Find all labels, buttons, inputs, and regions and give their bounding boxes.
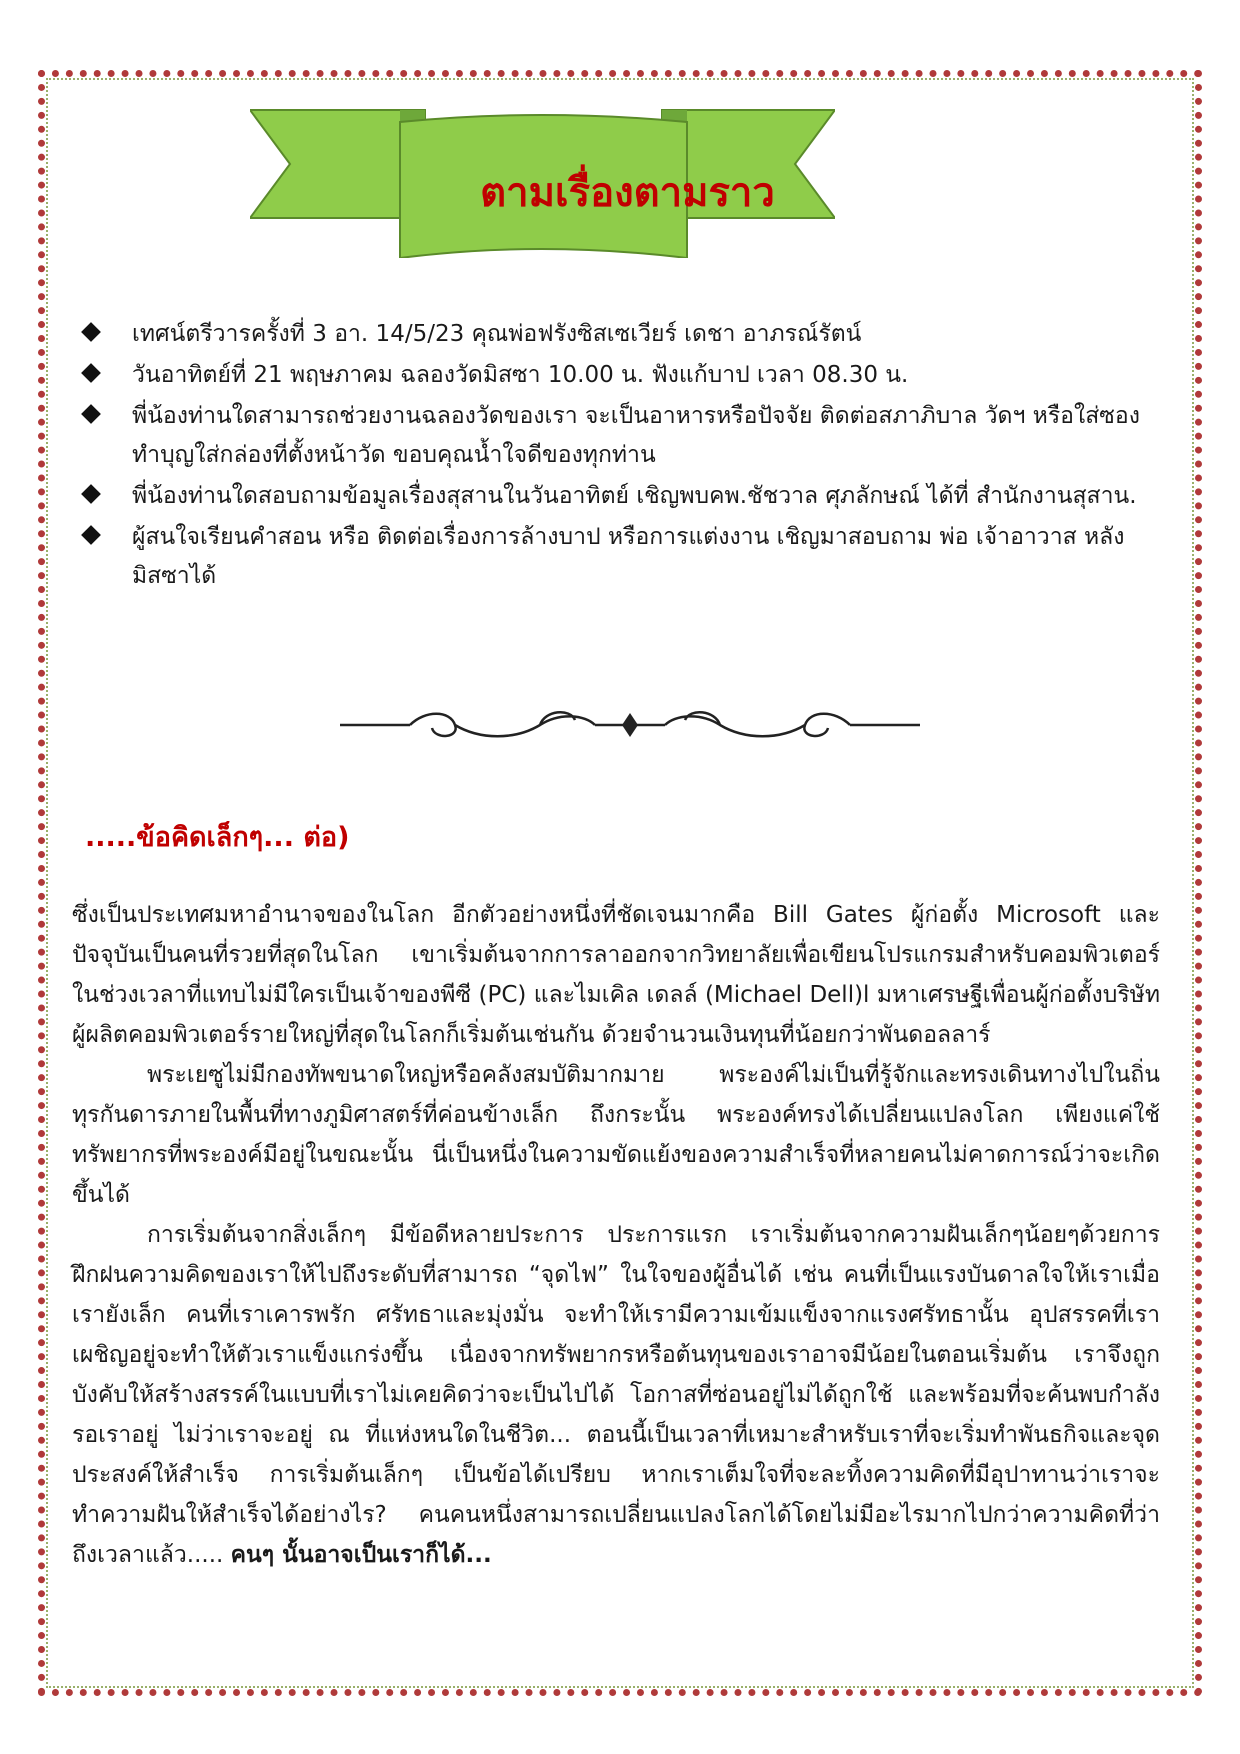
article-paragraph: ซึ่งเป็นประเทศมหาอำนาจของในโลก อีกตัวอย่างหนึ่งที่ชัดเจนมากคือ Bill Gates ผู้ก่อตั้ง Microsoft และปัจจุบันเป็นคนที่รวยที่สุดในโลก เขาเริ่มต้นจากการลาออกจากวิทยาลัยเพื่อเขียนโปรแกรมสำหรับคอมพิวเตอร์ในช่วงเวลาที่แทบไม่มีใครเป็นเจ้าของพีซี (PC) และไมเคิล เดลล์ (Michael Dell)l มหาเศรษฐีเพื่อนผู้ก่อตั้งบริษัทผู้ผลิตคอมพิวเตอร์รายใหญ่ที่สุดในโลกก็เริ่มต้นเช่นกัน ด้วยจำนวนเงินทุนที่น้อยกว่าพันดอลลาร์ (72, 902, 1160, 1048)
list-item (80, 397, 1160, 475)
paragraph-text: การเริ่มต้นจากสิ่งเล็กๆ มีข้อดีหลายประการ ประการแรก เราเริ่มต้นจากความฝันเล็กๆน้อยๆด้วยการฝึกฝนความคิดของเราให้ไปถึงระดับที่สามารถ “จุดไฟ” ในใจของผู้อื่นได้ เช่น คนที่เป็นแรงบันดาลใจให้เราเมื่อเรายังเล็ก คนที่เราเคารพรัก ศรัทธาและมุ่งมั่น จะทำให้เรามีความเข้มแข็งจากแรงศรัทธานั้น อุปสรรคที่เราเผชิญอยู่จะทำให้ตัวเราแข็งแกร่งขึ้น เนื่องจากทรัพยากรหรือต้นทุนของเราอาจมีน้อยในตอนเริ่มต้น เราจึงถูกบังคับให้สร้างสรรค์ในแบบที่เราไม่เคยคิดว่าจะเป็นไปได้ โอกาสที่ซ่อนอยู่ไม่ได้ถูกใช้ และพร้อมที่จะค้นพบกำลังรอเราอยู่ ไม่ว่าเราจะอยู่ ณ ที่แห่งหนใดในชีวิต... ตอนนี้เป็นเวลาที่เหมาะสำหรับเราที่จะเริ่มทำพันธกิจและจุดประสงค์ให้สำเร็จ การเริ่มต้นเล็กๆ เป็นข้อได้เปรียบ หากเราเต็มใจที่จะละทิ้งความคิดที่มีอุปาทานว่าเราจะทำความฝันให้สำเร็จได้อย่างไร? คนคนหนึ่งสามารถเปลี่ยนแปลงโลกได้โดยไม่มีอะไรมากไปกว่าความคิดที่ว่าถึงเวลาแล้ว..... (72, 1222, 1160, 1568)
diamond-bullet-icon (81, 525, 101, 545)
list-item-text: วันอาทิตย์ที่ 21 พฤษภาคม ฉลองวัดมิสซา 10.00 น. ฟังแก้บาป เวลา 08.30 น. (132, 362, 909, 388)
list-item (80, 477, 1160, 516)
section-heading: .....ข้อคิดเล็กๆ... ต่อ) (85, 822, 350, 853)
list-item-text: พี่น้องท่านใดสอบถามข้อมูลเรื่องสุสานในวันอาทิตย์ เชิญพบคพ.ชัชวาล ศุภลักษณ์ ได้ที่ สำนักงานสุสาน. (132, 483, 1137, 509)
list-item (80, 356, 1160, 395)
banner-title: ตามเรื่องตามราว (480, 169, 775, 216)
diamond-bullet-icon (81, 484, 101, 504)
announcement-list (80, 315, 1160, 598)
flourish-divider-icon (340, 700, 920, 750)
diamond-bullet-icon (81, 363, 101, 383)
list-item (80, 518, 1160, 596)
list-item (80, 315, 1160, 354)
closing-line: คนๆ นั้นอาจเป็นเราก็ได้... (230, 1542, 492, 1568)
diamond-bullet-icon (81, 404, 101, 424)
article-paragraph: พระเยซูไม่มีกองทัพขนาดใหญ่หรือคลังสมบัติมากมาย พระองค์ไม่เป็นที่รู้จักและทรงเดินทางไปในถิ่นทุรกันดารภายในพื้นที่ทางภูมิศาสตร์ที่ค่อนข้างเล็ก ถึงกระนั้น พระองค์ทรงได้เปลี่ยนแปลงโลก เพียงแค่ใช้ทรัพยากรที่พระองค์มีอยู่ในขณะนั้น นี่เป็นหนึ่งในความขัดแย้งของความสำเร็จที่หลายคนไม่คาดการณ์ว่าจะเกิดขึ้นได้ (72, 1062, 1160, 1208)
article-body (72, 895, 1160, 1575)
title-banner (250, 108, 835, 258)
list-item-text: ผู้สนใจเรียนคำสอน หรือ ติดต่อเรื่องการล้างบาป หรือการแต่งงาน เชิญมาสอบถาม พ่อ เจ้าอาวาส หลังมิสซาได้ (132, 524, 1125, 589)
list-item-text: เทศน์ตรีวารครั้งที่ 3 อา. 14/5/23 คุณพ่อฟรังซิสเซเวียร์ เดชา อาภรณ์รัตน์ (132, 321, 862, 347)
article-paragraph (72, 1215, 1160, 1575)
list-item-text: พี่น้องท่านใดสามารถช่วยงานฉลองวัดของเรา จะเป็นอาหารหรือปัจจัย ติดต่อสภาภิบาล วัดฯ หรือใส่ซองทำบุญใส่กล่องที่ตั้งหน้าวัด ขอบคุณน้ำใจดีของทุกท่าน (132, 403, 1140, 468)
diamond-bullet-icon (81, 322, 101, 342)
